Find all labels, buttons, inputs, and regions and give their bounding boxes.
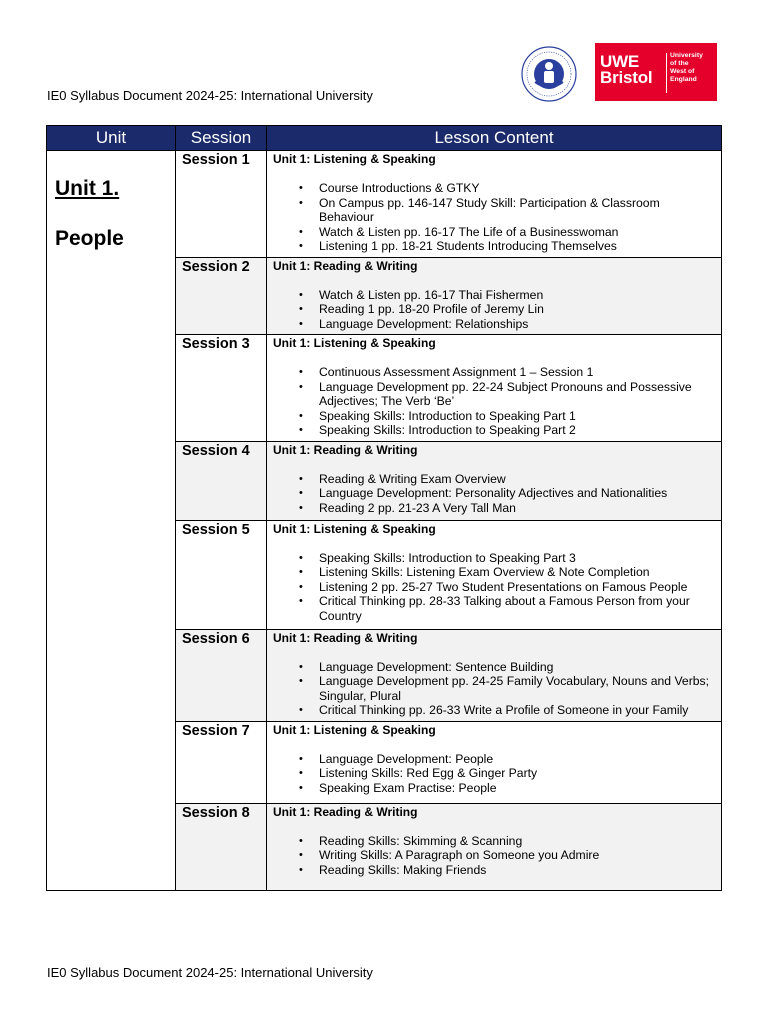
list-item: • Critical Thinking pp. 26-33 Write a Profile of Someone in your Family (319, 703, 715, 718)
lesson-list (273, 551, 715, 624)
list-item: • Language Development pp. 22-24 Subject Pronouns and Possessive Adjectives; The Verb ‘Be’ (319, 380, 715, 409)
unit-cell (47, 151, 176, 891)
column-header-lesson-content: Lesson Content (267, 126, 722, 151)
table-body (47, 151, 722, 891)
lesson-list (273, 181, 715, 254)
list-item: • Listening Skills: Red Egg & Ginger Party (319, 766, 715, 781)
list-item: • Watch & Listen pp. 16-17 Thai Fishermen (319, 288, 715, 303)
list-item: • Speaking Skills: Introduction to Speaking Part 2 (319, 423, 715, 438)
lesson-list (273, 472, 715, 516)
lesson-heading: Unit 1: Listening & Speaking (273, 336, 436, 350)
uwe-bristol-logo (595, 43, 717, 101)
lesson-heading: Unit 1: Reading & Writing (273, 804, 418, 819)
list-item: • Speaking Skills: Introduction to Speaking Part 1 (319, 409, 715, 424)
list-item: • Reading 2 pp. 21-23 A Very Tall Man (319, 501, 715, 516)
list-item: • Language Development: People (319, 752, 715, 767)
list-item: • Critical Thinking pp. 28-33 Talking about a Famous Person from your Country (319, 594, 715, 623)
lesson-list (273, 660, 715, 718)
lesson-heading: Unit 1: Reading & Writing (273, 442, 418, 457)
uwe-sub-line: University (670, 52, 703, 59)
lesson-heading: Unit 1: Reading & Writing (273, 258, 418, 273)
table-row (47, 151, 722, 258)
session-label: Session 3 (176, 335, 267, 442)
uwe-logo-subtext (670, 52, 703, 84)
table-header-row (47, 126, 722, 151)
list-item: • Language Development: Personality Adjectives and Nationalities (319, 486, 715, 501)
session-label: Session 4 (176, 441, 267, 520)
list-item: • Watch & Listen pp. 16-17 The Life of a Businesswoman (319, 225, 715, 240)
list-item: • Language Development pp. 24-25 Family Vocabulary, Nouns and Verbs; Singular, Plural (319, 674, 715, 703)
lesson-content-cell (267, 520, 722, 629)
lesson-heading: Unit 1: Listening & Speaking (273, 152, 436, 166)
list-item: • Writing Skills: A Paragraph on Someone you Admire (319, 848, 715, 863)
session-label: Session 2 (176, 257, 267, 335)
list-item: • Speaking Exam Practise: People (319, 781, 715, 796)
international-university-seal-icon (521, 46, 577, 102)
lesson-list (273, 834, 715, 878)
uwe-logo-line1: UWE (600, 52, 640, 71)
session-label: Session 7 (176, 721, 267, 803)
unit-title: Unit 1. (55, 177, 120, 200)
list-item: • Language Development: Relationships (319, 317, 715, 332)
list-item: • Continuous Assessment Assignment 1 – Session 1 (319, 365, 715, 380)
lesson-content-cell (267, 441, 722, 520)
uwe-logo-line2: Bristol (600, 68, 653, 87)
lesson-content-cell (267, 335, 722, 442)
list-item: • Language Development: Sentence Building (319, 660, 715, 675)
list-item: • Reading Skills: Making Friends (319, 863, 715, 878)
document-header: IE0 Syllabus Document 2024-25: International University (47, 88, 373, 103)
list-item: • Reading Skills: Skimming & Scanning (319, 834, 715, 849)
lesson-heading: Unit 1: Listening & Speaking (273, 521, 436, 536)
list-item: • Course Introductions & GTKY (319, 181, 715, 196)
column-header-session: Session (176, 126, 267, 151)
session-label: Session 5 (176, 520, 267, 629)
lesson-content-cell (267, 721, 722, 803)
lesson-content-cell (267, 151, 722, 258)
lesson-list (273, 365, 715, 438)
uwe-sub-line: England (670, 76, 697, 83)
column-header-unit: Unit (47, 126, 176, 151)
lesson-list (273, 752, 715, 796)
uwe-logo-divider (666, 53, 667, 93)
document-footer: IE0 Syllabus Document 2024-25: International University (47, 965, 373, 980)
list-item: • Speaking Skills: Introduction to Speaking Part 3 (319, 551, 715, 566)
lesson-content-cell (267, 629, 722, 721)
session-label: Session 1 (176, 151, 267, 258)
list-item: • Listening Skills: Listening Exam Overview & Note Completion (319, 565, 715, 580)
list-item: • Reading & Writing Exam Overview (319, 472, 715, 487)
list-item: • Reading 1 pp. 18-20 Profile of Jeremy Lin (319, 302, 715, 317)
lesson-heading: Unit 1: Reading & Writing (273, 630, 418, 645)
unit-name: People (55, 227, 124, 250)
list-item: • Listening 1 pp. 18-21 Students Introducing Themselves (319, 239, 715, 254)
lesson-content-cell (267, 803, 722, 890)
uwe-logo-main (600, 54, 652, 86)
uwe-sub-line: West of (670, 68, 695, 75)
list-item: • On Campus pp. 146-147 Study Skill: Participation & Classroom Behaviour (319, 196, 715, 225)
session-label: Session 6 (176, 629, 267, 721)
lesson-heading: Unit 1: Listening & Speaking (273, 722, 436, 737)
list-item: • Listening 2 pp. 25-27 Two Student Presentations on Famous People (319, 580, 715, 595)
session-label: Session 8 (176, 803, 267, 890)
uwe-sub-line: of the (670, 60, 689, 67)
lesson-list (273, 288, 715, 332)
lesson-content-cell (267, 257, 722, 335)
syllabus-table (46, 125, 722, 891)
